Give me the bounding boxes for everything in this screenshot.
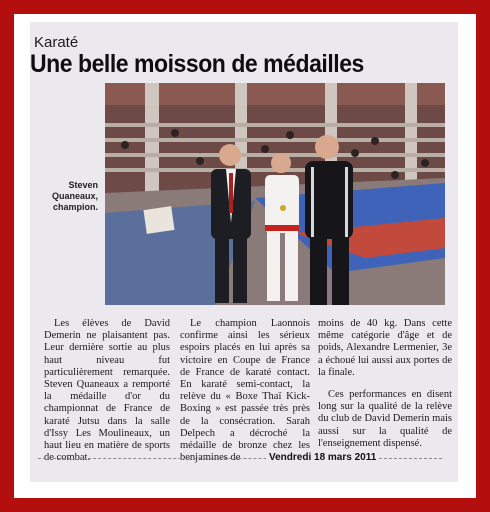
photo-caption: Steven Quaneaux, champion. [51,180,98,212]
article-column-3 [318,318,452,450]
paragraph: Ces performances en disent long sur la qualité de la relève du club de David Demerin mais aussi sur la qualité de l'enseignement dispensé. [318,389,452,449]
publication-date: Vendredi 18 mars 2011 [266,452,379,463]
red-belt [265,225,299,231]
section-label: Karaté [34,34,79,51]
paragraph: Le champion Laonnois confirme ainsi les sérieux espoirs placés en lui après sa victoire en Coupe de France de France de karaté contact. En karaté semi-contact, la relève du « Boxe Thaï Kick-Boxing » est passée très près de la consécration. Sarah Delpech a décroché la médaille de bronze chez les benjamines de [180,318,310,464]
paragraph: moins de 40 kg. Dans cette même catégorie d'âge et de poids, Alexandre Lermenier, 3e a échoué lui aussi aux portes de la finale. [318,318,452,378]
table-sign [143,206,174,234]
gold-medal [280,205,286,211]
photo-scene [105,83,445,305]
paragraph: Les élèves de David Demerin ne plaisantent pas. Leur dernière sortie au plus haut niveau fut particulièrement remarquée. Steven Quaneaux a remporté la médaille d'or du championnat de France de karaté Jutsu dans la salle d'Issy Les Moulineaux, un haut lieu en matière de sports de combat. [44,318,170,464]
article-photo [105,83,445,305]
headline: Une belle moisson de médailles [30,50,364,78]
article-column-1 [44,318,170,464]
dashed-rule [38,458,442,459]
article-column-2 [180,318,310,464]
